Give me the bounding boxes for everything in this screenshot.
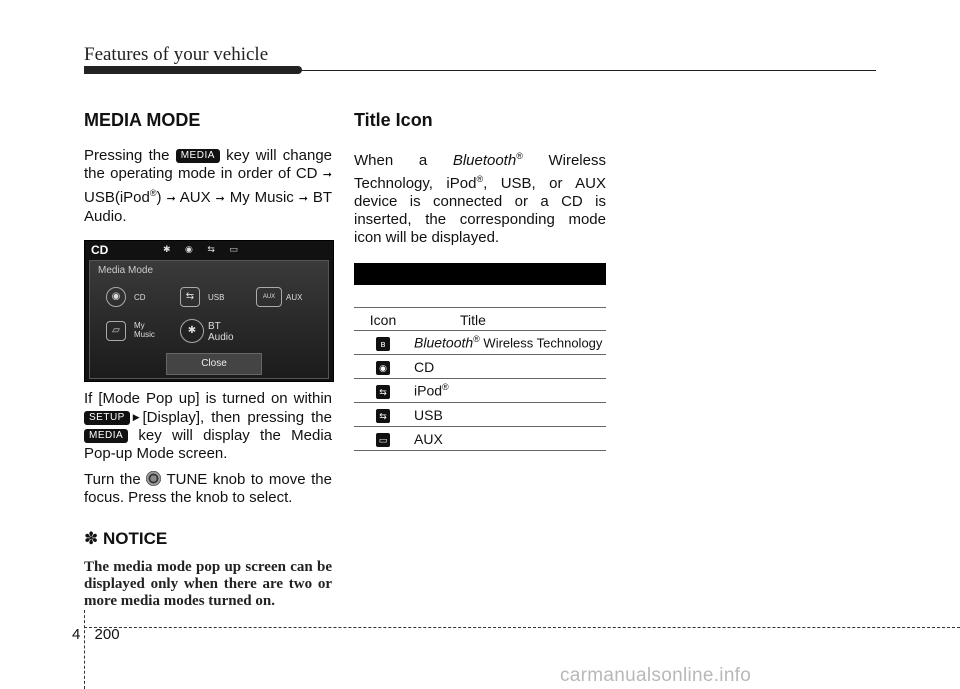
title-icon-paragraph: When a Bluetooth® Wireless Technology, iPod®, USB, or AUX device is connected or a CD is inserted, the corresponding mode icon will be displayed. — [354, 151, 606, 246]
header-rule — [300, 70, 876, 71]
media-mode-paragraph: Pressing the MEDIA key will change the operating mode in order of CD ➞ USB(iPod®) ➞ AUX ➞ My Music ➞ BT Audio. — [84, 147, 333, 225]
ipod-icon: ⇆ — [376, 385, 390, 399]
row-title: CD — [414, 358, 435, 375]
option-aux: AUX — [286, 293, 303, 302]
table-row — [354, 427, 606, 451]
arrow-icon: ➞ — [215, 193, 225, 205]
cd-icon: ◉ — [376, 361, 390, 375]
title-icon-table — [354, 307, 606, 451]
footer-horizontal-rule — [84, 627, 960, 628]
usb-icon: ⇆ — [376, 409, 390, 423]
row-title-suffix: ® — [442, 382, 449, 393]
watermark: carmanualsonline.info — [560, 665, 752, 686]
arrow-icon: ➞ — [166, 193, 176, 205]
right-column — [354, 110, 606, 451]
row-title: Bluetooth — [414, 334, 474, 351]
screen-mode-label: CD — [91, 243, 109, 257]
table-header-row — [354, 308, 606, 331]
page-number — [72, 626, 120, 643]
section-heading-media-mode: MEDIA MODE — [84, 110, 201, 130]
option-usb: USB — [208, 293, 225, 302]
row-title-suffix: Wireless Technology — [479, 335, 603, 351]
usb-icon: ⇆ — [180, 287, 200, 307]
table-row — [354, 379, 606, 403]
status-icons: ✱ ◉ ⇆ ▭ — [163, 244, 244, 254]
media-key-badge: MEDIA — [84, 429, 128, 443]
section-heading-title-icon: Title Icon — [354, 110, 433, 130]
chapter-number: 4 — [72, 626, 81, 643]
arrow-icon: ➞ — [322, 169, 333, 181]
popup-title: Media Mode — [98, 265, 154, 276]
header-bar — [84, 66, 302, 74]
media-key-badge: MEDIA — [176, 149, 220, 163]
close-button[interactable]: Close — [166, 353, 262, 375]
row-title: iPod — [414, 382, 443, 399]
footer-vertical-rule — [84, 610, 85, 689]
option-my-music: My Music — [134, 321, 155, 339]
bluetooth-icon: ✱ — [180, 319, 204, 343]
popup-setting-paragraph: If [Mode Pop up] is turned on within SETUP ▶[Display], then pressing the MEDIA key will display the Media Pop-up Mode screen. — [84, 390, 332, 462]
left-column — [84, 110, 332, 610]
bluetooth-icon: ʙ — [376, 337, 390, 351]
option-cd: CD — [134, 293, 146, 302]
table-row: ʙ Bluetooth® Wireless Technology — [354, 331, 606, 355]
row-title: USB — [414, 406, 443, 423]
tune-knob-icon — [146, 471, 161, 486]
tune-knob-paragraph: Turn the TUNE knob to move the focus. Press the knob to select. — [84, 471, 332, 506]
cd-icon: ◉ — [106, 287, 126, 307]
option-bt-audio: BT Audio — [208, 321, 234, 343]
setup-key-badge: SETUP — [84, 411, 130, 425]
triangle-right-icon: ▶ — [129, 412, 143, 422]
row-title: AUX — [414, 430, 443, 447]
page-number-value: 200 — [94, 626, 120, 643]
table-row — [354, 355, 606, 379]
arrow-icon: ➞ — [298, 193, 308, 205]
col-header-title: Title — [412, 308, 606, 331]
notice-heading: ✽ NOTICE — [84, 529, 168, 548]
table-header-bar — [354, 263, 606, 285]
notice-text: The media mode pop up screen can be displayed only when there are two or more media modes turned on. — [84, 559, 332, 609]
aux-icon: ▭ — [376, 433, 390, 447]
media-mode-popup — [89, 260, 329, 379]
aux-icon: AUX — [256, 287, 282, 307]
media-mode-screen-figure — [84, 240, 334, 382]
table-row — [354, 403, 606, 427]
running-header: Features of your vehicle — [84, 44, 269, 65]
col-header-icon: Icon — [354, 308, 412, 331]
folder-icon: ▱ — [106, 321, 126, 341]
